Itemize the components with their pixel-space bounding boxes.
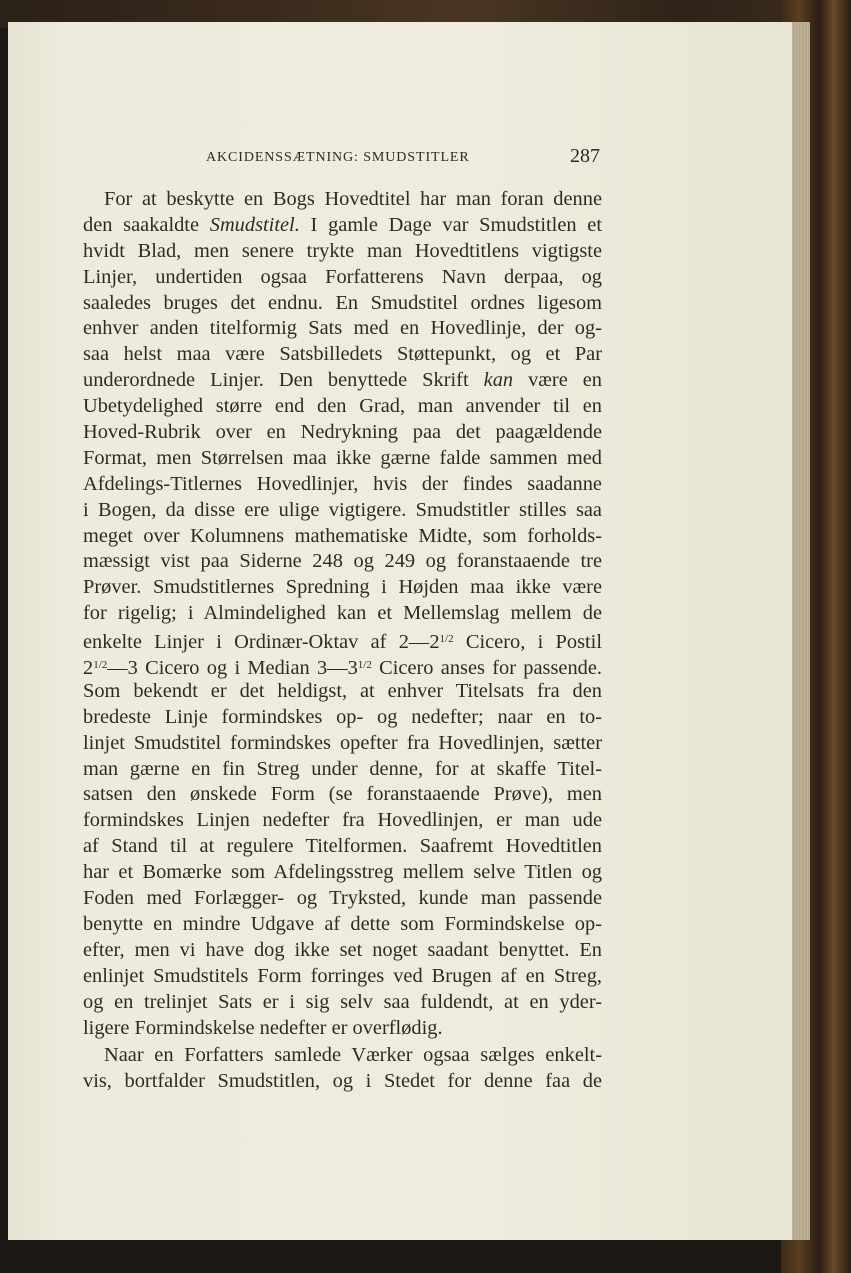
text-line: $2^{1/2}—3$ Cicero og i Median $3—3^{1/2}$ Cicero anses for passende.	[83, 657, 602, 680]
running-head: AKCIDENSSÆTNING: SMUDSTITLER	[206, 150, 470, 165]
text-line: linjet Smudstitel formindskes opefter fra Hovedlinjen, sætter	[83, 731, 602, 754]
text-line: meget over Kolumnens mathematiske Midte, som forholds-	[83, 524, 602, 547]
text-line: enhver anden titelformig Sats med en Hovedlinje, der og-	[83, 317, 602, 340]
fraction: 1/2	[357, 659, 372, 672]
text-line: Hoved-Rubrik over en Nedrykning paa det paagældende	[83, 421, 602, 444]
text-line: formindskes Linjen nedefter fra Hovedlinjen, er man ude	[83, 809, 602, 832]
text-line: Linjer, undertiden ogsaa Forfatterens Navn derpaa, og	[83, 265, 602, 288]
text-line: ligere Formindskelse nedefter er overflødig.	[83, 1016, 443, 1039]
fraction: 1/2	[93, 659, 108, 672]
text-line: Afdelings-Titlernes Hovedlinjer, hvis der findes saadanne	[83, 472, 602, 495]
text-line: benytte en mindre Udgave af dette som Formindskelse op-	[83, 912, 602, 935]
text-line: af Stand til at regulere Titelformen. Saafremt Hovedtitlen	[83, 835, 602, 858]
text-line: efter, men vi have dog ikke set noget saadant benyttet. En	[83, 938, 602, 961]
italic-term: Smudstitel.	[209, 213, 300, 236]
text-line: Ubetydelighed større end den Grad, man anvender til en	[83, 395, 602, 418]
text-line: Som bekendt er det heldigst, at enhver Titelsats fra den	[83, 679, 602, 702]
text-line: Naar en Forfatters samlede Værker ogsaa sælges enkelt-	[104, 1044, 602, 1067]
text-line: og en trelinjet Sats er i sig selv saa fuldendt, at en yder-	[83, 990, 602, 1013]
italic-word: kan	[483, 369, 514, 392]
text-line: for rigelig; i Almindelighed kan et Mellemslag mellem de	[83, 602, 602, 625]
text-line: enlinjet Smudstitels Form forringes ved Brugen af en Streg,	[83, 964, 602, 987]
text-line: enkelte Linjer i Ordinær-Oktav af $2—2^{1/2}$ Cicero, i Postil	[83, 631, 602, 654]
text-line: mæssigt vist paa Siderne 248 og 249 og foranstaaende tre	[83, 550, 602, 573]
body-text	[83, 187, 602, 1095]
text-line: vis, bortfalder Smudstitlen, og i Stedet for denne faa de	[83, 1070, 602, 1093]
text-line: bredeste Linje formindskes op- og nedefter; naar en to-	[83, 705, 602, 728]
text-line: For at beskytte en Bogs Hovedtitel har man foran denne	[104, 188, 602, 210]
text-line: saa helst maa være Satsbilledets Støttepunkt, og et Par	[83, 343, 602, 366]
text-line: saaledes bruges det endnu. En Smudstitel ordnes ligesom	[83, 291, 602, 314]
text-line: man gærne en fin Streg under denne, for at skaffe Titel-	[83, 757, 602, 780]
text-line: satsen den ønskede Form (se foranstaaende Prøve), men	[83, 783, 602, 806]
text-line: har et Bomærke som Afdelingsstreg mellem selve Titlen og	[83, 861, 602, 884]
text-line: den saakaldte Smudstitel. I gamle Dage var Smudstitlen et	[83, 213, 603, 236]
text-line: underordnede Linjer. Den benyttede Skrift kan være en	[83, 369, 603, 392]
text-line: Format, men Størrelsen maa ikke gærne falde sammen med	[83, 446, 602, 469]
text-line: Foden med Forlægger- og Tryksted, kunde man passende	[83, 887, 602, 910]
text-line: i Bogen, da disse ere ulige vigtigere. Smudstitler stilles saa	[83, 498, 602, 521]
fraction: 1/2	[439, 633, 454, 646]
page-number: 287	[570, 145, 600, 167]
text-line: hvidt Blad, men senere trykte man Hovedtitlens vigtigste	[83, 239, 602, 262]
text-line: Prøver. Smudstitlernes Spredning i Højden maa ikke være	[83, 576, 602, 599]
